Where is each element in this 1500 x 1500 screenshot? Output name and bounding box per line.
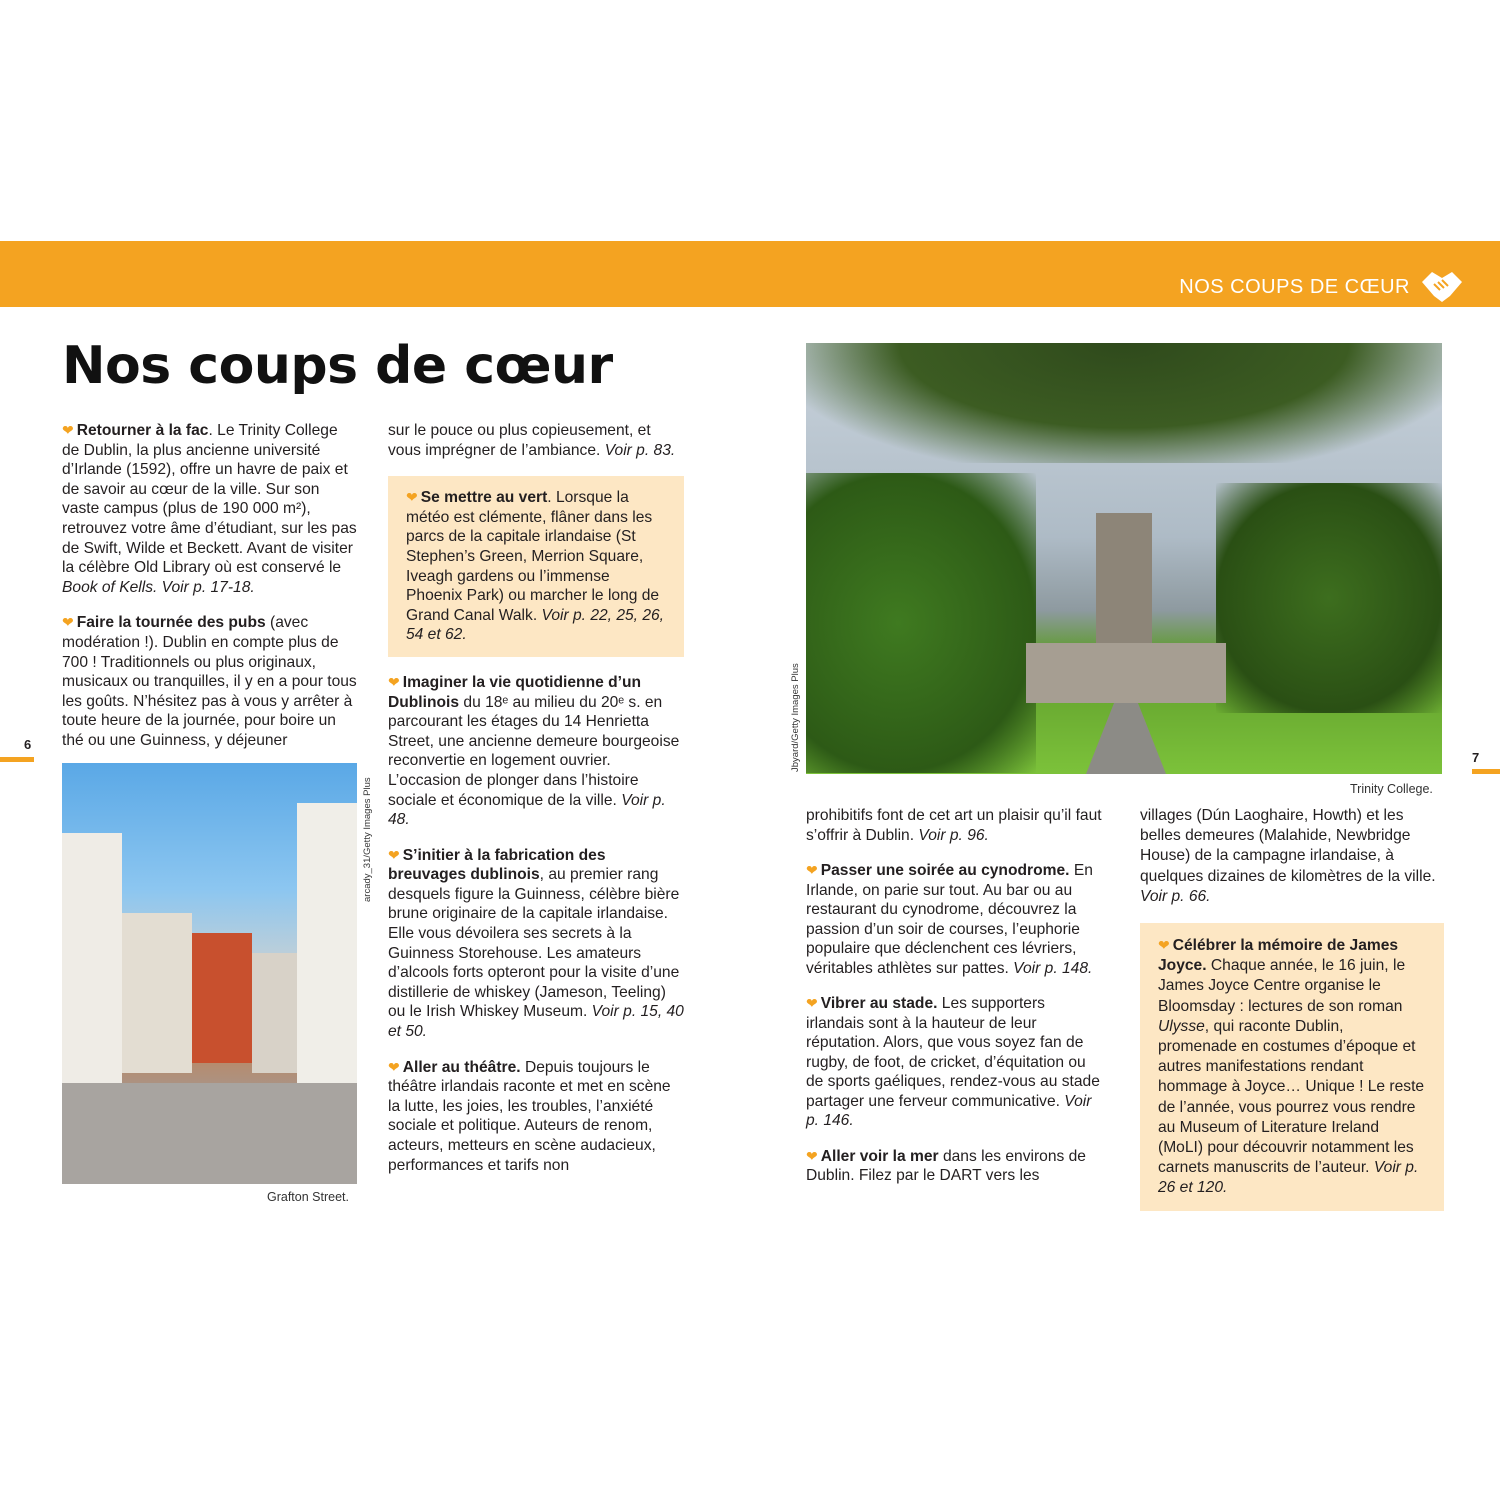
page-marker-left <box>0 757 34 762</box>
entry-cynodrome: ❤ Passer une soirée au cynodrome. En Irlande, on parie sur tout. Au bar ou au restaurant du cynodrome, découvrez la passion d’un soir de courses, l’euphorie populaire que déclenchent ces lévriers, véritables athlètes sur pattes. Voir p. 148. <box>806 862 1093 977</box>
photo-grafton-street <box>62 763 357 1184</box>
heart-icon: ❤ <box>806 1147 818 1164</box>
entry-breuvages: ❤ S’initier à la fabrication des breuvages dublinois, au premier rang desquels figure la Guinness, célèbre bière brune originaire de la capitale irlandaise. Elle vous dévoilera ses secrets à la Guinness Storehouse. Les amateurs d’alcools forts opteront pour la visite d’une distillerie de whiskey (Jameson, Teeling) ou le Irish Whiskey Museum. Voir p. 15, 40 et 50. <box>388 846 684 1041</box>
entry-theatre: ❤ Aller au théâtre. Depuis toujours le théâtre irlandais raconte et met en scène la lutte, les joies, les troubles, l’anxiété sociale et politique. Auteurs de renom, acteurs, metteurs en scène audacieux, performances et tarifs non <box>388 1058 671 1174</box>
entry-vert-box: ❤ Se mettre au vert. Lorsque la météo est clémente, flâner dans les parcs de la capitale irlandaise (St Stephen’s Green, Merrion Square, Iveagh gardens ou l’immense Phoenix Park) ou marcher le long de Grand Canal Walk. Voir p. 22, 25, 26, 54 et 62. <box>388 476 684 657</box>
section-header-title: NOS COUPS DE CŒUR <box>1179 276 1410 298</box>
heart-icon: ❤ <box>388 1058 400 1075</box>
heart-icon: ❤ <box>62 422 74 438</box>
column-1 <box>62 421 358 767</box>
entry-pubs: ❤ Faire la tournée des pubs (avec modération !). Dublin en compte plus de 700 ! Traditionnels ou plus originaux, musicaux ou tranquilles, il y en a pour tous les goûts. N’hésitez pas à vous y arrêter à toute heure de la journée, pour boire un thé ou une Guinness, y déjeuner <box>62 614 357 749</box>
photo-credit-grafton: arcady_31/Getty Images Plus <box>362 777 373 902</box>
photo-trinity-college <box>806 343 1442 774</box>
heart-icon: ❤ <box>1158 937 1170 954</box>
entry-pubs-continued: sur le pouce ou plus copieusement, et vous imprégner de l’ambiance. Voir p. 83. <box>388 422 676 459</box>
entry-mer: ❤ Aller voir la mer dans les environs de Dublin. Filez par le DART vers les <box>806 1147 1086 1184</box>
heart-icon: ❤ <box>388 673 400 690</box>
heart-icon: ❤ <box>62 614 74 631</box>
column-2 <box>388 421 684 1191</box>
handshake-icon <box>1420 268 1464 304</box>
heart-icon: ❤ <box>806 862 818 878</box>
column-4 <box>1140 806 1444 1227</box>
entry-joyce-box: ❤ Célébrer la mémoire de James Joyce. Chaque année, le 16 juin, le James Joyce Centre organise le Bloomsday : lectures de son roman Ulysse, qui raconte Dublin, promenade en costumes d’époque et autres manifestations rendant hommage à Joyce… Unique ! Le reste de l’année, vous pourrez vous rendre au Museum of Literature Ireland (MoLI) pour découvrir notamment les carnets manuscrits de l’auteur. Voir p. 26 et 120. <box>1140 923 1444 1211</box>
entry-dublinois: ❤ Imaginer la vie quotidienne d’un Dublinois du 18ᵉ au milieu du 20ᵉ s. en parcourant les étages du 14 Henrietta Street, une ancienne demeure bourgeoise reconvertie en logement ouvrier. L’occasion de plonger dans l’histoire sociale et économique de la ville. Voir p. 48. <box>388 673 680 829</box>
heart-icon: ❤ <box>806 995 818 1011</box>
page-number-left: 6 <box>24 737 32 752</box>
entry-theatre-continued: prohibitifs font de cet art un plaisir qu’il faut s’offrir à Dublin. Voir p. 96. <box>806 807 1102 844</box>
entry-trinity: ❤ Retourner à la fac. Le Trinity College de Dublin, la plus ancienne université d’Irlande (1592), offre un havre de paix et de savoir au cœur de la ville. Sur son vaste campus (plus de 190 000 m²), retrouvez votre âme d’étudiant, sur les pas de Swift, Wilde et Beckett. Avant de visiter la célèbre Old Library où est conservé le Book of Kells. Voir p. 17-18. <box>62 422 357 596</box>
column-3 <box>806 806 1106 1202</box>
page-number-right: 7 <box>1472 750 1480 765</box>
caption-grafton-street: Grafton Street. <box>267 1190 349 1204</box>
heart-icon: ❤ <box>388 846 400 863</box>
entry-mer-continued: villages (Dún Laoghaire, Howth) et les belles demeures (Malahide, Newbridge House) de la campagne irlandaise, à quelques dizaines de kilomètres de la ville. Voir p. 66. <box>1140 807 1436 905</box>
caption-trinity-college: Trinity College. <box>1350 782 1433 796</box>
page-marker-right <box>1472 769 1500 774</box>
entry-stade: ❤ Vibrer au stade. Les supporters irlandais sont à la hauteur de leur réputation. Alors, que vous soyez fan de rugby, de foot, de cricket, d’équitation ou de sports gaéliques, rendez-vous au stade partager une ferveur communicative. Voir p. 146. <box>806 995 1100 1129</box>
heart-icon: ❤ <box>406 489 418 506</box>
page-title: Nos coups de cœur <box>62 336 613 396</box>
photo-credit-trinity: Jbyard/Getty Images Plus <box>790 663 801 772</box>
